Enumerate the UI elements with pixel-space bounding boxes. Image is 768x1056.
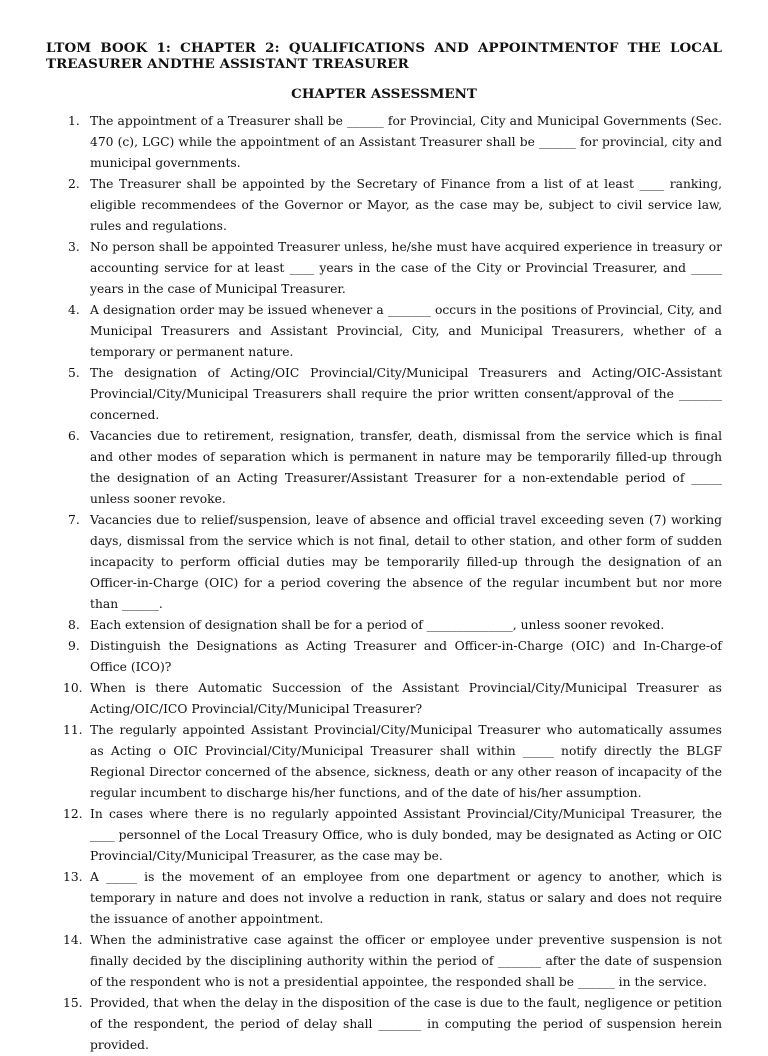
question-number: 5. [68, 366, 80, 380]
question-list [46, 111, 722, 1056]
question-text: Provided, that when the delay in the disposition of the case is due to the fault, negligence or petition of the respondent, the period of delay shall _______ in computing the period of suspension herein provided. [90, 996, 722, 1052]
question-item [46, 111, 722, 174]
question-text: When is there Automatic Succession of the Assistant Provincial/City/Municipal Treasurer as Acting/OIC/ICO Provincial/City/Municipal Treasurer? [90, 681, 722, 716]
question-number: 4. [68, 303, 80, 317]
question-item [46, 867, 722, 930]
question-text: Vacancies due to relief/suspension, leave of absence and official travel exceeding seven (7) working days, dismissal from the service which is not final, detail to other station, and other form of sudden incapacity to perform official duties may be temporarily filled-up through the designation of an Officer-in-Charge (OIC) for a period covering the absence of the regular incumbent but nor more than ______. [90, 513, 722, 611]
question-item [46, 720, 722, 804]
question-text: A designation order may be issued whenever a _______ occurs in the positions of Provincial, City, and Municipal Treasurers and Assistant Provincial, City, and Municipal Treasurers, whether of a temporary or permanent nature. [90, 303, 722, 359]
question-text: The appointment of a Treasurer shall be ______ for Provincial, City and Municipal Governments (Sec. 470 (c), LGC) while the appointment of an Assistant Treasurer shall be ______ for provincial, city and municipal governments. [90, 114, 722, 170]
question-text: In cases where there is no regularly appointed Assistant Provincial/City/Municipal Treasurer, the ____ personnel of the Local Treasury Office, who is duly bonded, may be designated as Acting or OIC Provincial/City/Municipal Treasurer, as the case may be. [90, 807, 722, 863]
question-item [46, 615, 722, 636]
question-item [46, 636, 722, 678]
question-item [46, 930, 722, 993]
document-title: LTOM BOOK 1: CHAPTER 2: QUALIFICATIONS AND APPOINTMENTOF THE LOCAL TREASURER ANDTHE ASSISTANT TREASURER [46, 40, 722, 72]
question-item [46, 510, 722, 615]
question-item [46, 678, 722, 720]
question-item [46, 174, 722, 237]
question-number: 2. [68, 177, 80, 191]
question-number: 1. [68, 114, 80, 128]
question-number: 15. [63, 996, 83, 1010]
question-text: No person shall be appointed Treasurer unless, he/she must have acquired experience in treasury or accounting service for at least ____ years in the case of the City or Provincial Treasurer, and _____ years in the case of Municipal Treasurer. [90, 240, 722, 296]
question-text: Each extension of designation shall be for a period of ______________, unless sooner revoked. [90, 618, 665, 632]
question-item [46, 426, 722, 510]
question-number: 11. [63, 723, 83, 737]
question-item [46, 237, 722, 300]
question-number: 7. [68, 513, 80, 527]
question-text: Distinguish the Designations as Acting Treasurer and Officer-in-Charge (OIC) and In-Charge-of Office (ICO)? [90, 639, 722, 674]
question-item [46, 300, 722, 363]
question-item [46, 363, 722, 426]
question-number: 8. [68, 618, 80, 632]
question-text: The regularly appointed Assistant Provincial/City/Municipal Treasurer who automatically assumes as Acting o OIC Provincial/City/Municipal Treasurer shall within _____ notify directly the BLGF Regional Director concerned of the absence, sickness, death or any other reason of incapacity of the regular incumbent to discharge his/her functions, and of the date of his/her assumption. [90, 723, 722, 800]
question-number: 3. [68, 240, 80, 254]
question-item [46, 993, 722, 1056]
question-number: 12. [63, 807, 83, 821]
question-item [46, 804, 722, 867]
question-text: Vacancies due to retirement, resignation, transfer, death, dismissal from the service which is final and other modes of separation which is permanent in nature may be temporarily filled-up through the designation of an Acting Treasurer/Assistant Treasurer for a non-extendable period of _____ unless sooner revoke. [90, 429, 722, 506]
question-number: 14. [63, 933, 83, 947]
question-text: A _____ is the movement of an employee from one department or agency to another, which is temporary in nature and does not involve a reduction in rank, status or salary and does not require the issuance of another appointment. [90, 870, 722, 926]
question-number: 10. [63, 681, 83, 695]
question-number: 9. [68, 639, 80, 653]
question-text: The designation of Acting/OIC Provincial/City/Municipal Treasurers and Acting/OIC-Assistant Provincial/City/Municipal Treasurers shall require the prior written consent/approval of the _______ concerned. [90, 366, 722, 422]
assessment-heading: CHAPTER ASSESSMENT [291, 86, 477, 102]
question-text: When the administrative case against the officer or employee under preventive suspension is not finally decided by the disciplining authority within the period of _______ after the date of suspension of the respondent who is not a presidential appointee, the responded shall be ______ in the service. [90, 933, 722, 989]
question-number: 6. [68, 429, 80, 443]
question-text: The Treasurer shall be appointed by the Secretary of Finance from a list of at least ____ ranking, eligible recommendees of the Governor or Mayor, as the case may be, subject to civil service law, rules and regulations. [90, 177, 722, 233]
question-number: 13. [63, 870, 83, 884]
